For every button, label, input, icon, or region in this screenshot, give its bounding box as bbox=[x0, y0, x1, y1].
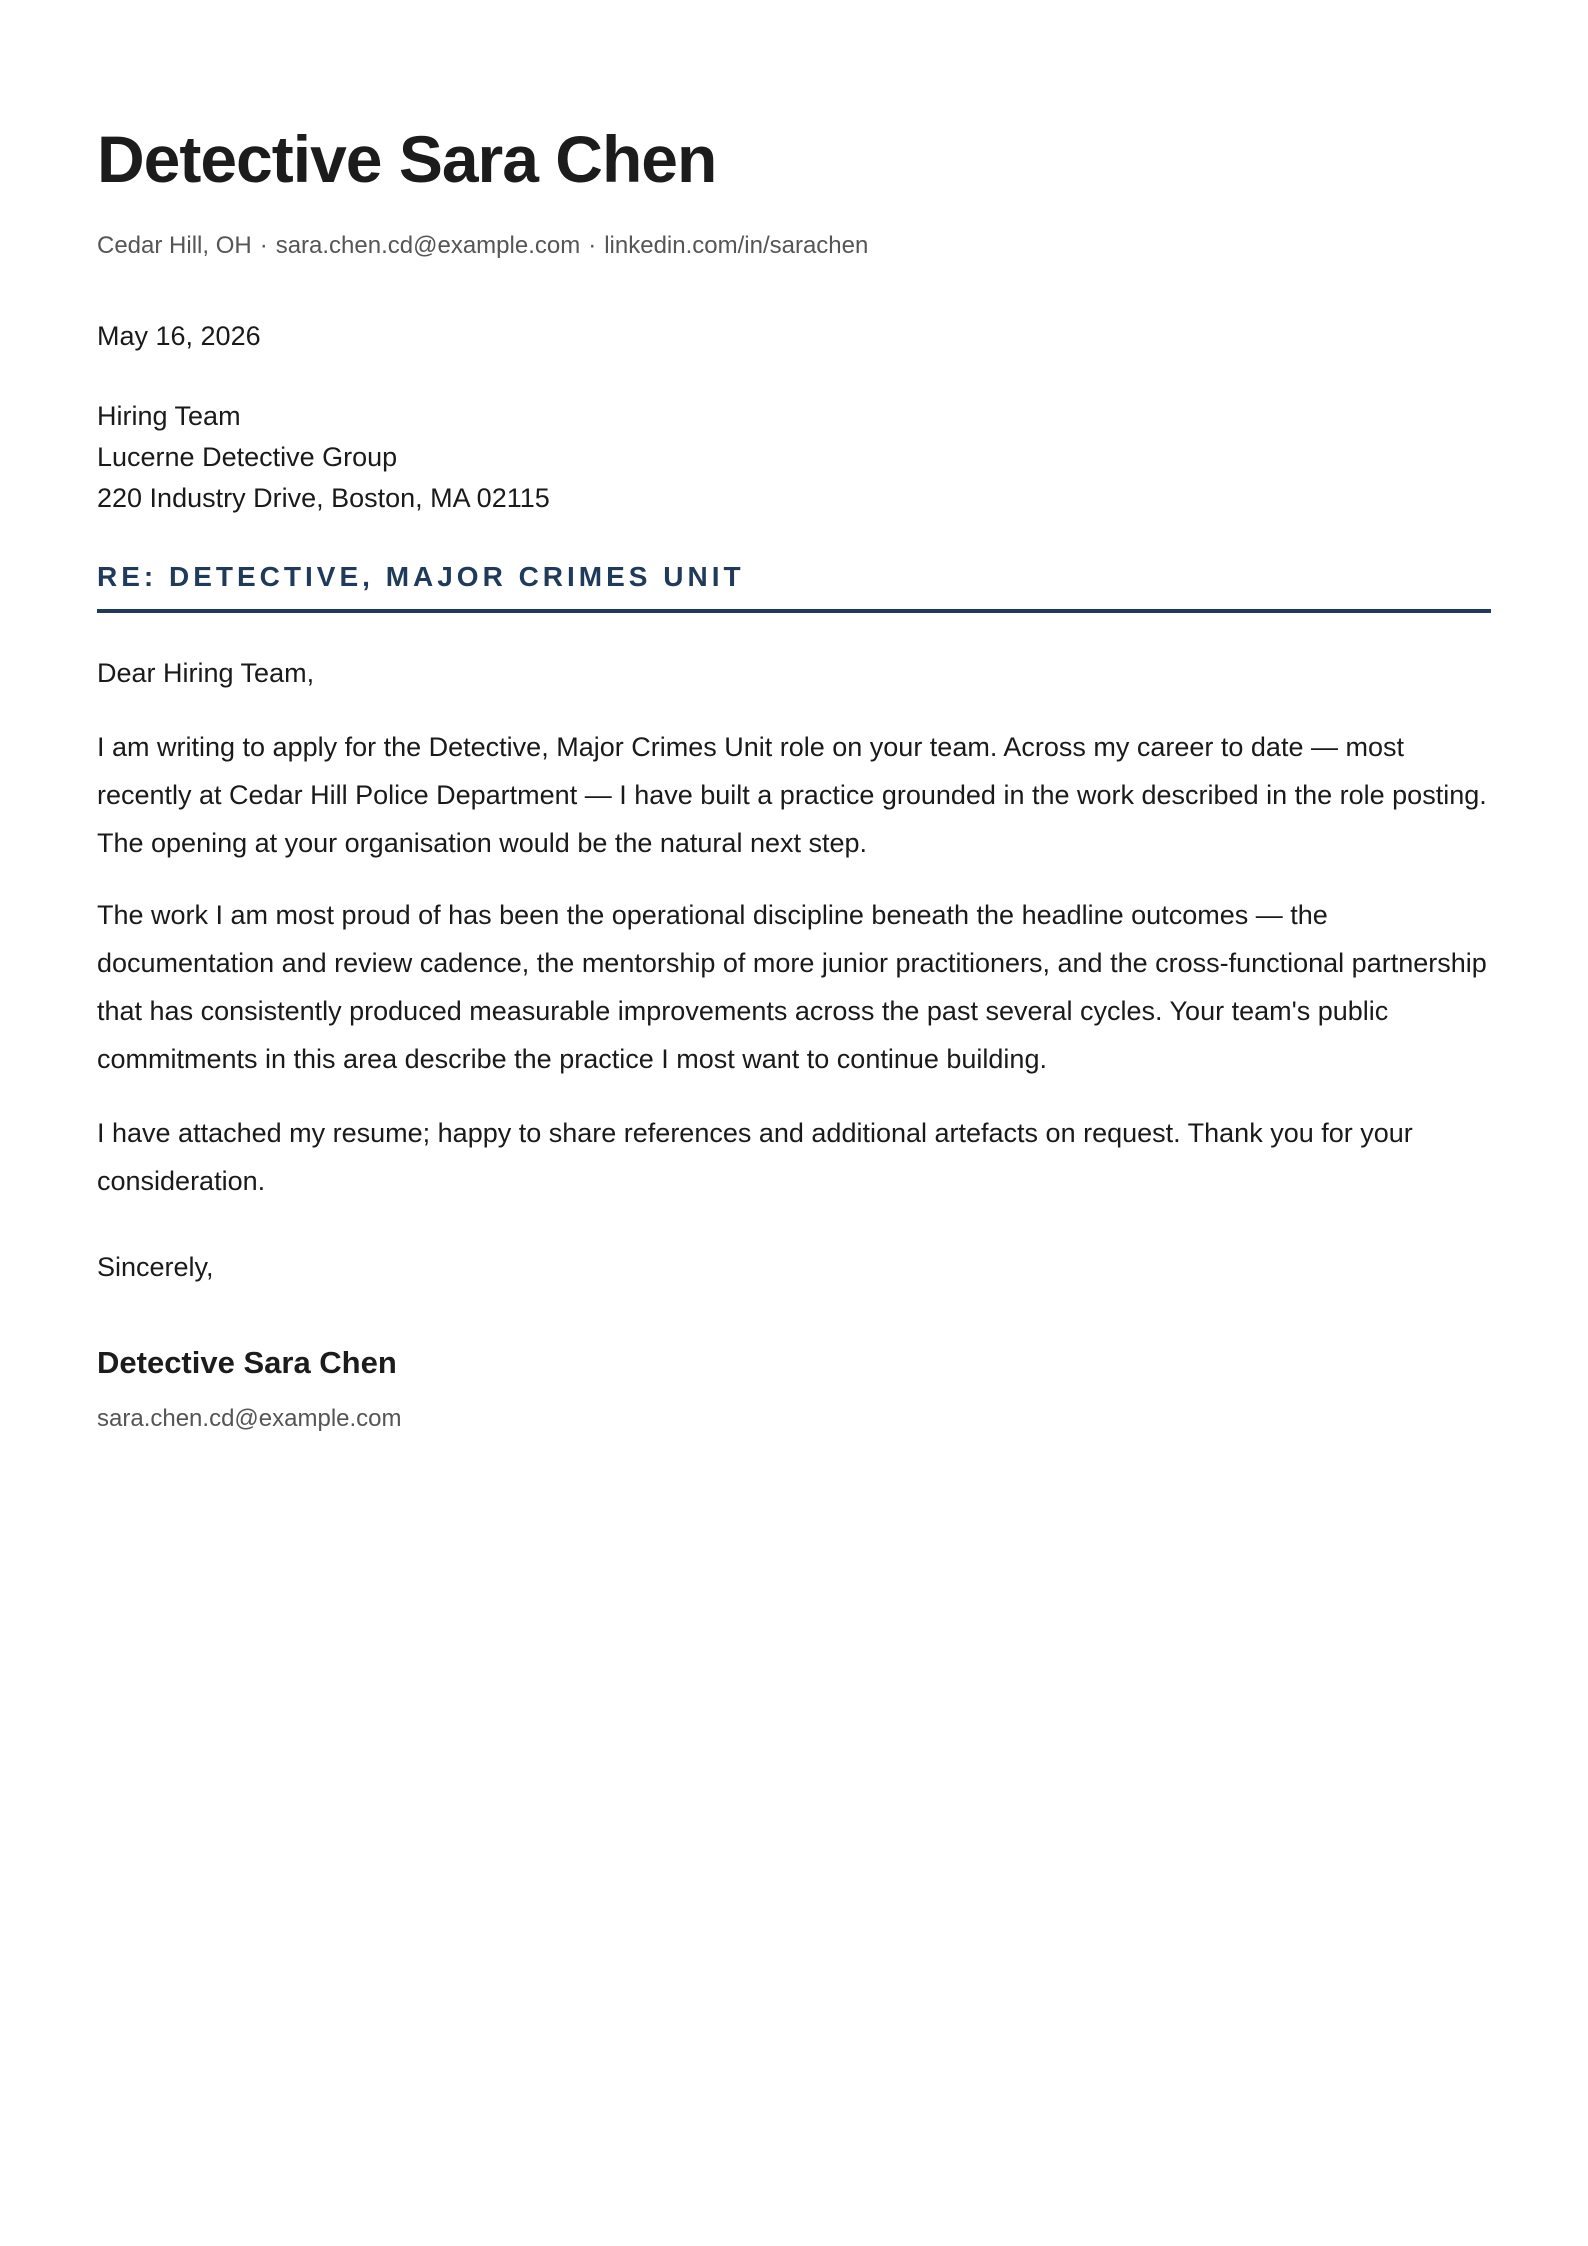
recipient-line-company: Lucerne Detective Group bbox=[97, 442, 398, 472]
signature-name: Detective Sara Chen bbox=[97, 1345, 397, 1380]
contact-separator: · bbox=[588, 232, 597, 259]
applicant-name: Detective Sara Chen bbox=[97, 122, 717, 196]
recipient-block bbox=[97, 396, 1491, 519]
contact-line bbox=[97, 230, 1491, 262]
letter-date: May 16, 2026 bbox=[97, 321, 261, 351]
contact-location: Cedar Hill, OH bbox=[97, 232, 252, 259]
closing-valediction: Sincerely, bbox=[97, 1252, 214, 1282]
contact-separator: · bbox=[259, 232, 268, 259]
recipient-line-team: Hiring Team bbox=[97, 401, 241, 431]
body-paragraph-closing: I have attached my resume; happy to share references and additional artefacts on request. Thank you for your consideration. bbox=[97, 1118, 1413, 1196]
recipient-line-address: 220 Industry Drive, Boston, MA 02115 bbox=[97, 483, 550, 513]
subject-heading: RE: DETECTIVE, MAJOR CRIMES UNIT bbox=[97, 559, 1491, 613]
body-paragraph-experience: The work I am most proud of has been the operational discipline beneath the headline outcomes — the documentation and review cadence, the mentorship of more junior practitioners, and the cross-functional partnership that has consistently produced measurable improvements across the past several cycles. Your team's public commitments in this area describe the practice I most want to continue building. bbox=[97, 900, 1487, 1074]
body-paragraph-intro: I am writing to apply for the Detective, Major Crimes Unit role on your team. Across my career to date — most recently at Cedar Hill Police Department — I have built a practice grounded in the work described in the role posting. The opening at your organisation would be the natural next step. bbox=[97, 732, 1487, 858]
contact-linkedin[interactable]: linkedin.com/in/sarachen bbox=[604, 232, 869, 259]
contact-email[interactable]: sara.chen.cd@example.com bbox=[275, 232, 581, 259]
signature-email[interactable]: sara.chen.cd@example.com bbox=[97, 1405, 402, 1432]
salutation: Dear Hiring Team, bbox=[97, 658, 315, 688]
